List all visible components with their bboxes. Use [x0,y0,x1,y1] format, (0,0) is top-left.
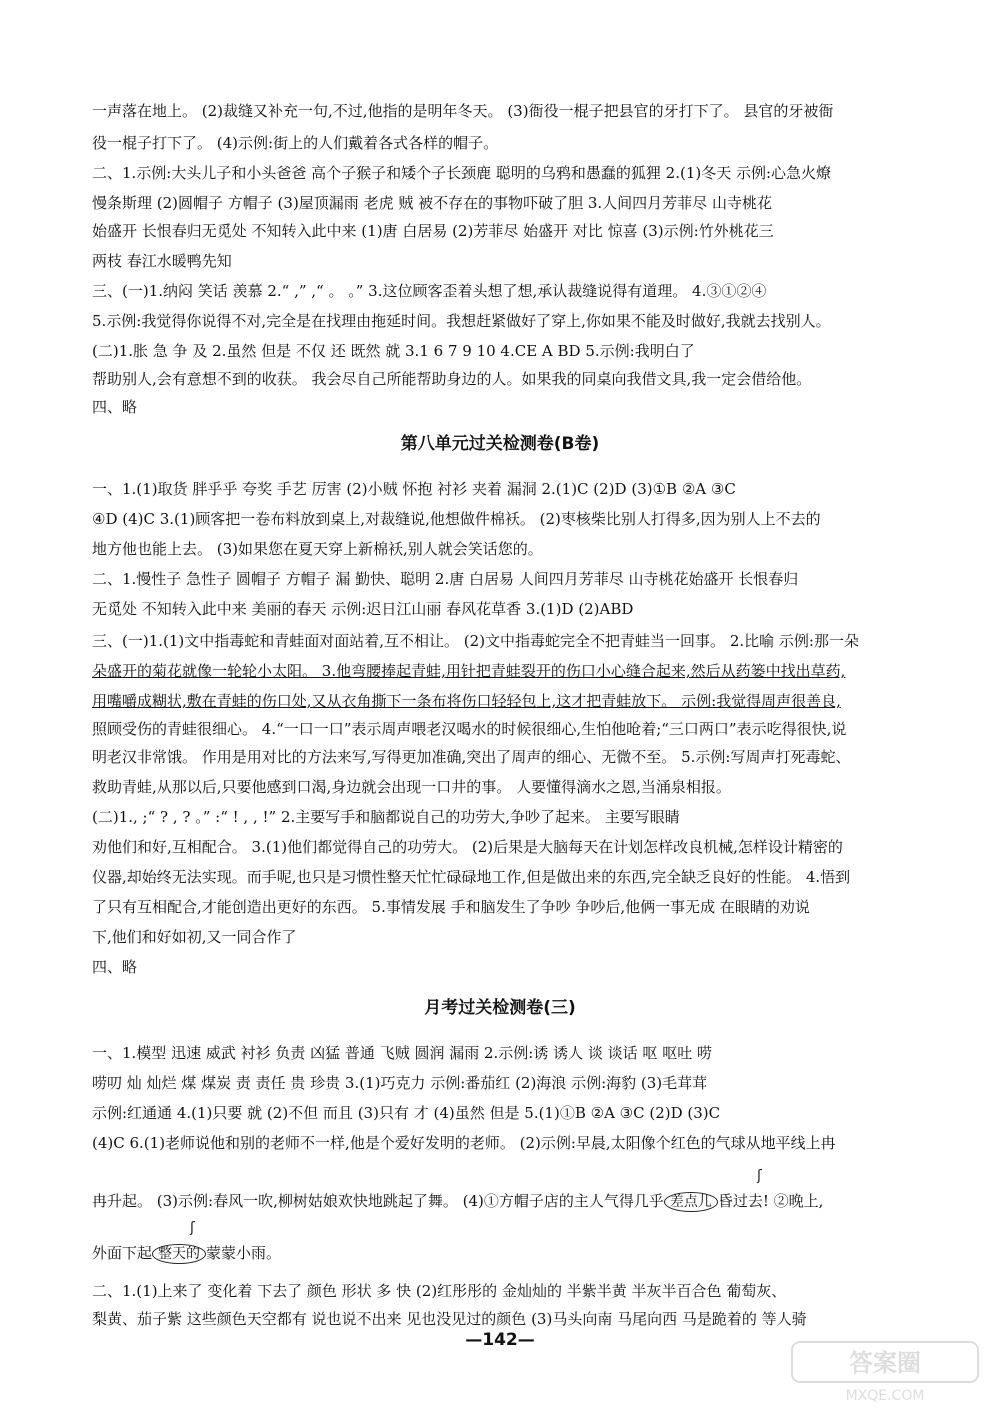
caret-mark: ʃ [190,1220,195,1236]
text-segment: 蒙蒙小雨。 [206,1244,282,1262]
text-line: 四、略 [92,398,138,416]
text-line-with-insert [92,1190,922,1212]
text-line: 二、1.示例:大头儿子和小头爸爸 高个子猴子和矮个子长颈鹿 聪明的乌鸦和愚蠢的狐狸 2.(1)冬天 示例:心急火燎 [92,164,832,182]
text-line: 两枝 春江水暖鸭先知 [92,252,232,270]
text-line: 下,他们和好如初,又一同合作了 [92,928,297,946]
text-line: 照顾受伤的青蛙很细心。 4.“一口一口”表示周声喂老汉喝水的时候很细心,生怕他呛着;“三口两口”表示吃得很快,说 [92,720,847,738]
text-line-with-insert [92,1242,922,1264]
text-line: 梨黄、茄子紫 这些颜色天空都有 说也说不出来 见也没见过的颜色 (3)马头向南 马尾向西 马是跪着的 等人骑 [92,1310,807,1328]
section-heading-unit8-b: 第八单元过关检测卷(B卷) [400,434,600,454]
text-segment: 冉升起。 (3)示例:春风一吹,柳树姑娘欢快地跳起了舞。 (4)①方帽子店的主人气得几乎 [92,1192,664,1210]
text-line: 三、(一)1.(1)文中指毒蛇和青蛙面对面站着,互不相让。 (2)文中指毒蛇完全不把青蛙当一回事。 2.比喻 示例:那一朵 [92,632,859,650]
text-line: 仪器,却始终无法实现。而手呢,也只是习惯性整天忙忙碌碌地工作,但是做出来的东西,完全缺乏良好的性能。 4.悟到 [92,868,851,886]
text-line: 朵盛开的菊花就像一轮轮小太阳。 3.他弯腰捧起青蛙,用针把青蛙裂开的伤口小心缝合起来,然后从药篓中找出草药, [92,662,846,680]
text-line: 二、1.(1)上来了 变化着 下去了 颜色 形状 多 快 (2)红彤彤的 金灿灿的 半紫半黄 半灰半百合色 葡萄灰、 [92,1282,787,1300]
text-line: (二)1.胀 急 争 及 2.虽然 但是 不仅 还 既然 就 3.1 6 7 9 10 4.CE A BD 5.示例:我明白了 [92,342,695,360]
text-line: 用嘴嚼成糊状,敷在青蛙的伤口处,又从衣角撕下一条布将伤口轻轻包上,这才把青蛙放下。 示例:我觉得周声很善良, [92,692,841,710]
svg-text:答案圈: 答案圈 [849,1349,921,1377]
text-line: (4)C 6.(1)老师说他和别的老师不一样,他是个爱好发明的老师。 (2)示例:早晨,太阳像个红色的气球从地平线上冉 [92,1134,836,1152]
page-number: —142— [465,1330,535,1350]
text-segment: 昏过去! ②晚上, [717,1192,824,1210]
watermark-logo [790,1340,980,1404]
text-line: 示例:红通通 4.(1)只要 就 (2)不但 而且 (3)只有 才 (4)虽然 但是 5.(1)①B ②A ③C (2)D (3)C [92,1104,721,1122]
text-line: 救助青蛙,从那以后,只要他感到口渴,身边就会出现一口井的事。 人要懂得滴水之恩,当涌泉相报。 [92,778,731,796]
text-line: 三、(一)1.纳闷 笑话 羡慕 2.“ ,” ,“ 。 。” 3.这位顾客歪着头想了想,承认裁缝说得有道理。 4.③①②④ [92,282,767,300]
text-line: 慢条斯理 (2)圆帽子 方帽子 (3)屋顶漏雨 老虎 贼 被不存在的事物吓破了胆 3.人间四月芳菲尽 山寺桃花 [92,194,772,212]
text-line: 一、1.模型 迅速 威武 衬衫 负责 凶猛 普通 飞贼 圆润 漏雨 2.示例:诱 诱人 谈 谈话 呕 呕吐 唠 [92,1044,712,1062]
text-line: 明老汉非常饿。 作用是用对比的方法来写,写得更加准确,突出了周声的细心、无微不至。 5.示例:写周声打死毒蛇、 [92,748,851,766]
text-segment: 外面下起 [92,1244,153,1262]
text-line: 役一棍子打下了。 (4)示例:街上的人们戴着各式各样的帽子。 [92,134,499,152]
text-line: (二)1., ;“ ? , ? 。” :“ ! , , !” 2.主要写手和脑都说自己的功劳大,争吵了起来。 主要写眼睛 [92,808,680,826]
text-line: 一、1.(1)取货 胖乎乎 夸奖 手艺 厉害 (2)小贼 怀抱 衬衫 夹着 漏洞 2.(1)C (2)D (3)①B ②A ③C [92,480,736,498]
text-line: 5.示例:我觉得你说得不对,完全是在找理由拖延时间。我想赶紧做好了穿上,你如果不能及时做好,我就去找别人。 [92,312,831,330]
text-line: 地方他也能上去。 (3)如果您在夏天穿上新棉袄,别人就会笑话您的。 [92,540,543,558]
section-heading-monthly-3: 月考过关检测卷(三) [424,998,576,1018]
caret-mark: ʃ [757,1168,762,1184]
insert-mark: 整天的 [152,1244,206,1264]
text-line: 无觅处 不知转入此中来 美丽的春天 示例:迟日江山丽 春风花草香 3.(1)D (2)ABD [92,600,634,618]
insert-mark: 差点儿 [664,1192,718,1212]
svg-text:MXQE.COM: MXQE.COM [845,1388,925,1404]
text-line: 一声落在地上。 (2)裁缝又补充一句,不过,他指的是明年冬天。 (3)衙役一棍子把县官的牙打下了。 县官的牙被衙 [92,102,834,120]
text-line: 劝他们和好,互相配合。 3.(1)他们都觉得自己的功劳大。 (2)后果是大脑每天在计划怎样改良机械,怎样设计精密的 [92,838,843,856]
text-line: 始盛开 长恨春归无觅处 不知转入此中来 (1)唐 白居易 (2)芳菲尽 始盛开 对比 惊喜 (3)示例:竹外桃花三 [92,222,774,240]
text-line: ④D (4)C 3.(1)顾客把一卷布料放到桌上,对裁缝说,他想做件棉袄。 (2)枣核柴比别人打得多,因为别人上不去的 [92,510,821,528]
text-line: 唠叨 灿 灿烂 煤 煤炭 责 责任 贵 珍贵 3.(1)巧克力 示例:番茄红 (2)海浪 示例:海豹 (3)毛茸茸 [92,1074,708,1092]
text-line: 帮助别人,会有意想不到的收获。 我会尽自己所能帮助身边的人。如果我的同桌向我借文具,我一定会借给他。 [92,370,812,388]
text-line: 四、略 [92,958,138,976]
text-line: 了只有互相配合,才能创造出更好的东西。 5.事情发展 手和脑发生了争吵 争吵后,他俩一事无成 在眼睛的劝说 [92,898,810,916]
text-line: 二、1.慢性子 急性子 圆帽子 方帽子 漏 勤快、聪明 2.唐 白居易 人间四月芳菲尽 山寺桃花始盛开 长恨春归 [92,570,799,588]
